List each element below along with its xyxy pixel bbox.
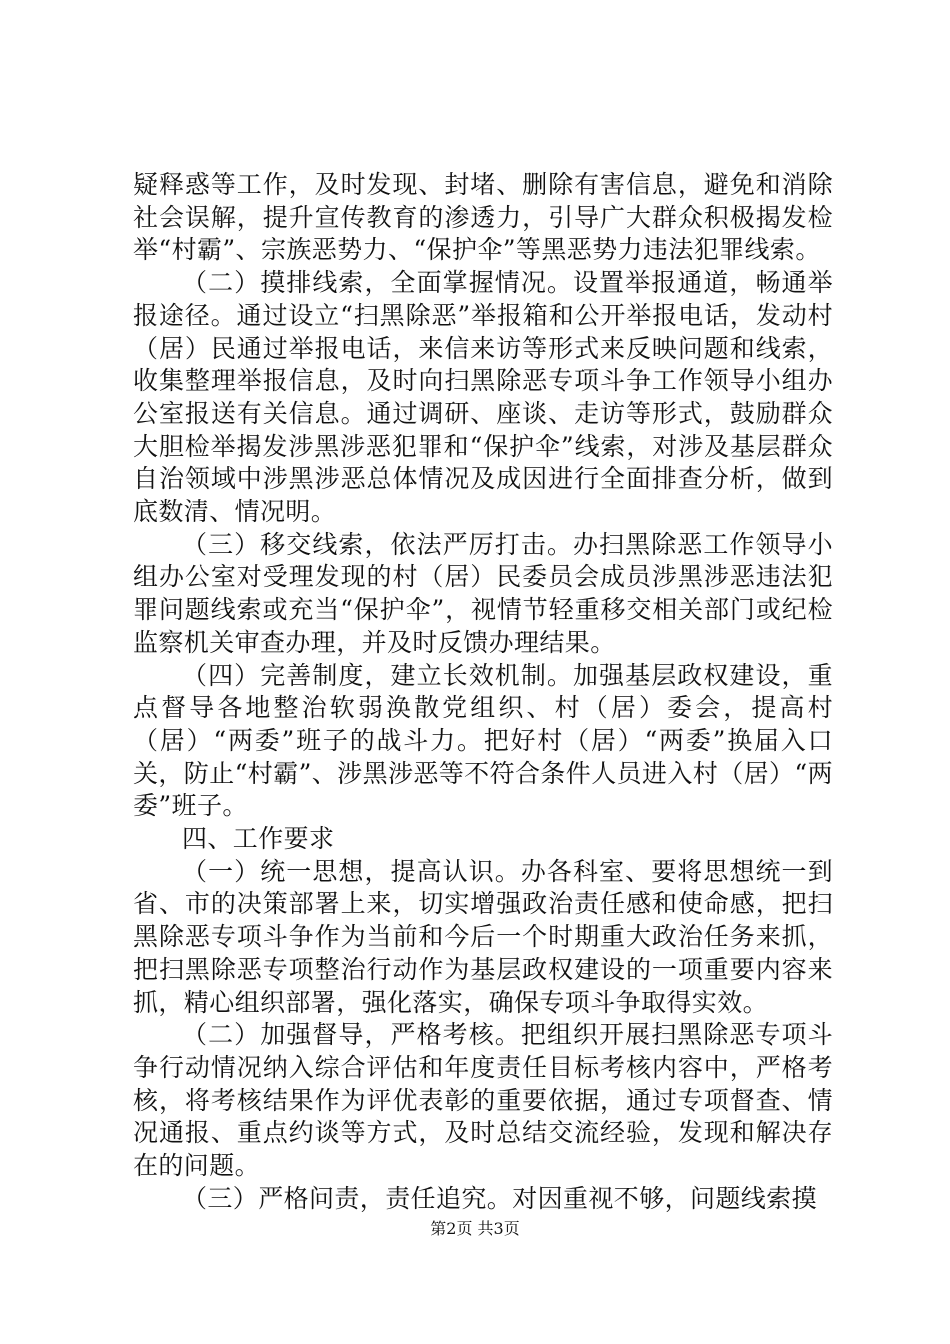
- paragraph-requirement-2: （二）加强督导，严格考核。把组织开展扫黑除恶专项斗争行动情况纳入综合评估和年度责任目标考核内容中，严格考核，将考核结果作为评优表彰的重要依据，通过专项督查、情况通报、重点约谈等方式，及时总结交流经验，发现和解决存在的问题。: [133, 1020, 833, 1181]
- paragraph-section-3: （三）移交线索，依法严厉打击。办扫黑除恶工作领导小组办公室对受理发现的村（居）民委员会成员涉黑涉恶违法犯罪问题线索或充当“保护伞”，视情节轻重移交相关部门或纪检监察机关审查办理，并及时反馈办理结果。: [133, 529, 833, 657]
- paragraph-section-4: （四）完善制度，建立长效机制。加强基层政权建设，重点督导各地整治软弱涣散党组织、村（居）委会，提高村（居）“两委”班子的战斗力。把好村（居）“两委”换届入口关，防止“村霸”、涉黑涉恶等不符合条件人员进入村（居）“两委”班子。: [133, 660, 833, 821]
- section-heading-work-requirements: 四、工作要求: [182, 824, 335, 854]
- paragraph-section-2: （二）摸排线索，全面掌握情况。设置举报通道，畅通举报途径。通过设立“扫黑除恶”举报箱和公开举报电话，发动村（居）民通过举报电话，来信来访等形式来反映问题和线索，收集整理举报信息，及时向扫黑除恶专项斗争工作领导小组办公室报送有关信息。通过调研、座谈、走访等形式，鼓励群众大胆检举揭发涉黑涉恶犯罪和“保护伞”线索，对涉及基层群众自治领域中涉黑涉恶总体情况及成因进行全面排查分析，做到底数清、情况明。: [133, 268, 833, 527]
- page-number-footer: 第2页 共3页: [430, 1219, 520, 1238]
- document-body: [133, 169, 833, 1216]
- paragraph-requirement-1: （一）统一思想，提高认识。办各科室、要将思想统一到省、市的决策部署上来，切实增强政治责任感和使命感，把扫黑除恶专项斗争作为当前和今后一个时期重大政治任务来抓，把扫黑除恶专项整治行动作为基层政权建设的一项重要内容来抓，精心组织部署，强化落实，确保专项斗争取得实效。: [133, 856, 833, 1017]
- paragraph-requirement-3: （三）严格问责，责任追究。对因重视不够，问题线索摸: [182, 1183, 818, 1213]
- paragraph-continuation: 疑释惑等工作，及时发现、封堵、删除有害信息，避免和消除社会误解，提升宣传教育的渗透力，引导广大群众积极揭发检举“村霸”、宗族恶势力、“保护伞”等黑恶势力违法犯罪线索。: [133, 170, 833, 265]
